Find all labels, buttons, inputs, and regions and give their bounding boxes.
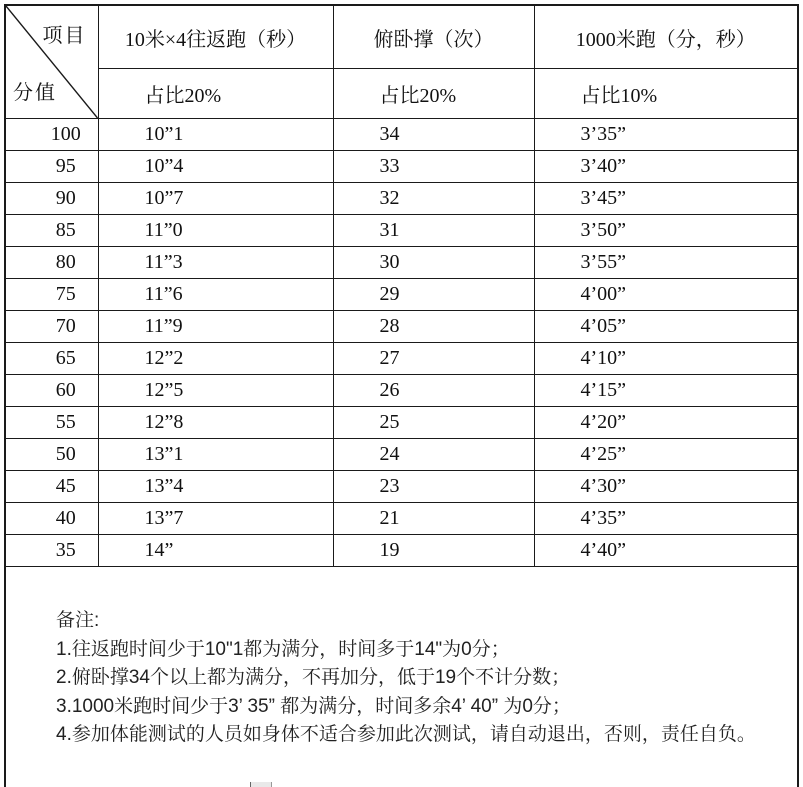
- pushup-count-cell: 29: [333, 279, 534, 311]
- score-cell: 65: [5, 343, 98, 375]
- column-header-shuttle-run: 10米×4往返跑（秒）: [98, 5, 333, 69]
- table-row: [5, 503, 798, 535]
- pushup-count-cell: 34: [333, 119, 534, 151]
- table-row: [5, 247, 798, 279]
- pushup-count-cell: 21: [333, 503, 534, 535]
- table-row: [5, 119, 798, 151]
- score-cell: 95: [5, 151, 98, 183]
- shuttle-run-cell: 13”1: [98, 439, 333, 471]
- table-row: [5, 439, 798, 471]
- header-row-items: [5, 5, 798, 69]
- run-1000m-cell: 3’40”: [534, 151, 798, 183]
- run-1000m-cell: 4’00”: [534, 279, 798, 311]
- shuttle-run-cell: 13”7: [98, 503, 333, 535]
- column-header-1000m-run: 1000米跑（分，秒）: [534, 5, 798, 69]
- pushup-count-cell: 28: [333, 311, 534, 343]
- run-1000m-cell: 3’45”: [534, 183, 798, 215]
- corner-label-item: 项目: [42, 25, 87, 47]
- table-row: [5, 215, 798, 247]
- run-1000m-cell: 4’05”: [534, 311, 798, 343]
- weight-pushup: 占比20%: [333, 69, 534, 119]
- note-item-4: 4.参加体能测试的人员如身体不适合参加此次测试，请自动退出，否则，责任自负。: [56, 724, 756, 745]
- pushup-count-cell: 25: [333, 407, 534, 439]
- run-1000m-cell: 4’10”: [534, 343, 798, 375]
- score-cell: 90: [5, 183, 98, 215]
- run-1000m-cell: 4’25”: [534, 439, 798, 471]
- score-cell: 45: [5, 471, 98, 503]
- pushup-count-cell: 32: [333, 183, 534, 215]
- run-1000m-cell: 4’35”: [534, 503, 798, 535]
- table-row: [5, 375, 798, 407]
- run-1000m-cell: 3’55”: [534, 247, 798, 279]
- pushup-count-cell: 31: [333, 215, 534, 247]
- notes-cell: [5, 567, 798, 787]
- table-row: [5, 471, 798, 503]
- run-1000m-cell: 3’50”: [534, 215, 798, 247]
- table-row: [5, 151, 798, 183]
- score-cell: 70: [5, 311, 98, 343]
- shuttle-run-cell: 13”4: [98, 471, 333, 503]
- score-cell: 85: [5, 215, 98, 247]
- table-row: [5, 183, 798, 215]
- header-row-weights: [5, 69, 798, 119]
- pushup-count-cell: 30: [333, 247, 534, 279]
- pushup-count-cell: 26: [333, 375, 534, 407]
- note-item-2: 2.俯卧撑34个以上都为满分，不再加分，低于19个不计分数；: [56, 667, 571, 688]
- shuttle-run-cell: 14”: [98, 535, 333, 567]
- score-cell: 60: [5, 375, 98, 407]
- shuttle-run-cell: 11”3: [98, 247, 333, 279]
- score-cell: 75: [5, 279, 98, 311]
- shuttle-run-cell: 10”4: [98, 151, 333, 183]
- run-1000m-cell: 4’15”: [534, 375, 798, 407]
- shuttle-run-cell: 11”6: [98, 279, 333, 311]
- table-row: [5, 535, 798, 567]
- score-cell: 35: [5, 535, 98, 567]
- pushup-count-cell: 27: [333, 343, 534, 375]
- pushup-count-cell: 23: [333, 471, 534, 503]
- shuttle-run-cell: 12”5: [98, 375, 333, 407]
- table-row: [5, 311, 798, 343]
- run-1000m-cell: 3’35”: [534, 119, 798, 151]
- score-cell: 55: [5, 407, 98, 439]
- pushup-count-cell: 24: [333, 439, 534, 471]
- shuttle-run-cell: 12”2: [98, 343, 333, 375]
- table-row: [5, 343, 798, 375]
- score-cell: 50: [5, 439, 98, 471]
- score-cell: 80: [5, 247, 98, 279]
- table-row: [5, 407, 798, 439]
- weight-1000m-run: 占比10%: [534, 69, 798, 119]
- fitness-scoring-table: [4, 4, 799, 787]
- run-1000m-cell: 4’40”: [534, 535, 798, 567]
- note-item-1: 1.往返跑时间少于10"1都为满分，时间多于14"为0分；: [56, 638, 510, 660]
- run-1000m-cell: 4’20”: [534, 407, 798, 439]
- pushup-count-cell: 33: [333, 151, 534, 183]
- notes-title: 备注:: [56, 610, 100, 631]
- note-item-3: 3.1000米跑时间少于3’ 35” 都为满分，时间多余4’ 40” 为0分；: [56, 695, 571, 717]
- column-header-pushup: 俯卧撑（次）: [333, 5, 534, 69]
- score-cell: 40: [5, 503, 98, 535]
- shuttle-run-cell: 10”7: [98, 183, 333, 215]
- score-rows: [5, 119, 798, 567]
- shuttle-run-cell: 10”1: [98, 119, 333, 151]
- shuttle-run-cell: 11”9: [98, 311, 333, 343]
- pushup-count-cell: 19: [333, 535, 534, 567]
- score-cell: 100: [5, 119, 98, 151]
- weight-shuttle-run: 占比20%: [98, 69, 333, 119]
- shuttle-run-cell: 11”0: [98, 215, 333, 247]
- table-row: [5, 279, 798, 311]
- corner-diagonal-cell: [5, 5, 98, 119]
- run-1000m-cell: 4’30”: [534, 471, 798, 503]
- shuttle-run-cell: 12”8: [98, 407, 333, 439]
- notes-row: [5, 567, 798, 787]
- next-table-cutoff-artifact: [250, 782, 272, 787]
- corner-label-score: 分值: [13, 82, 57, 104]
